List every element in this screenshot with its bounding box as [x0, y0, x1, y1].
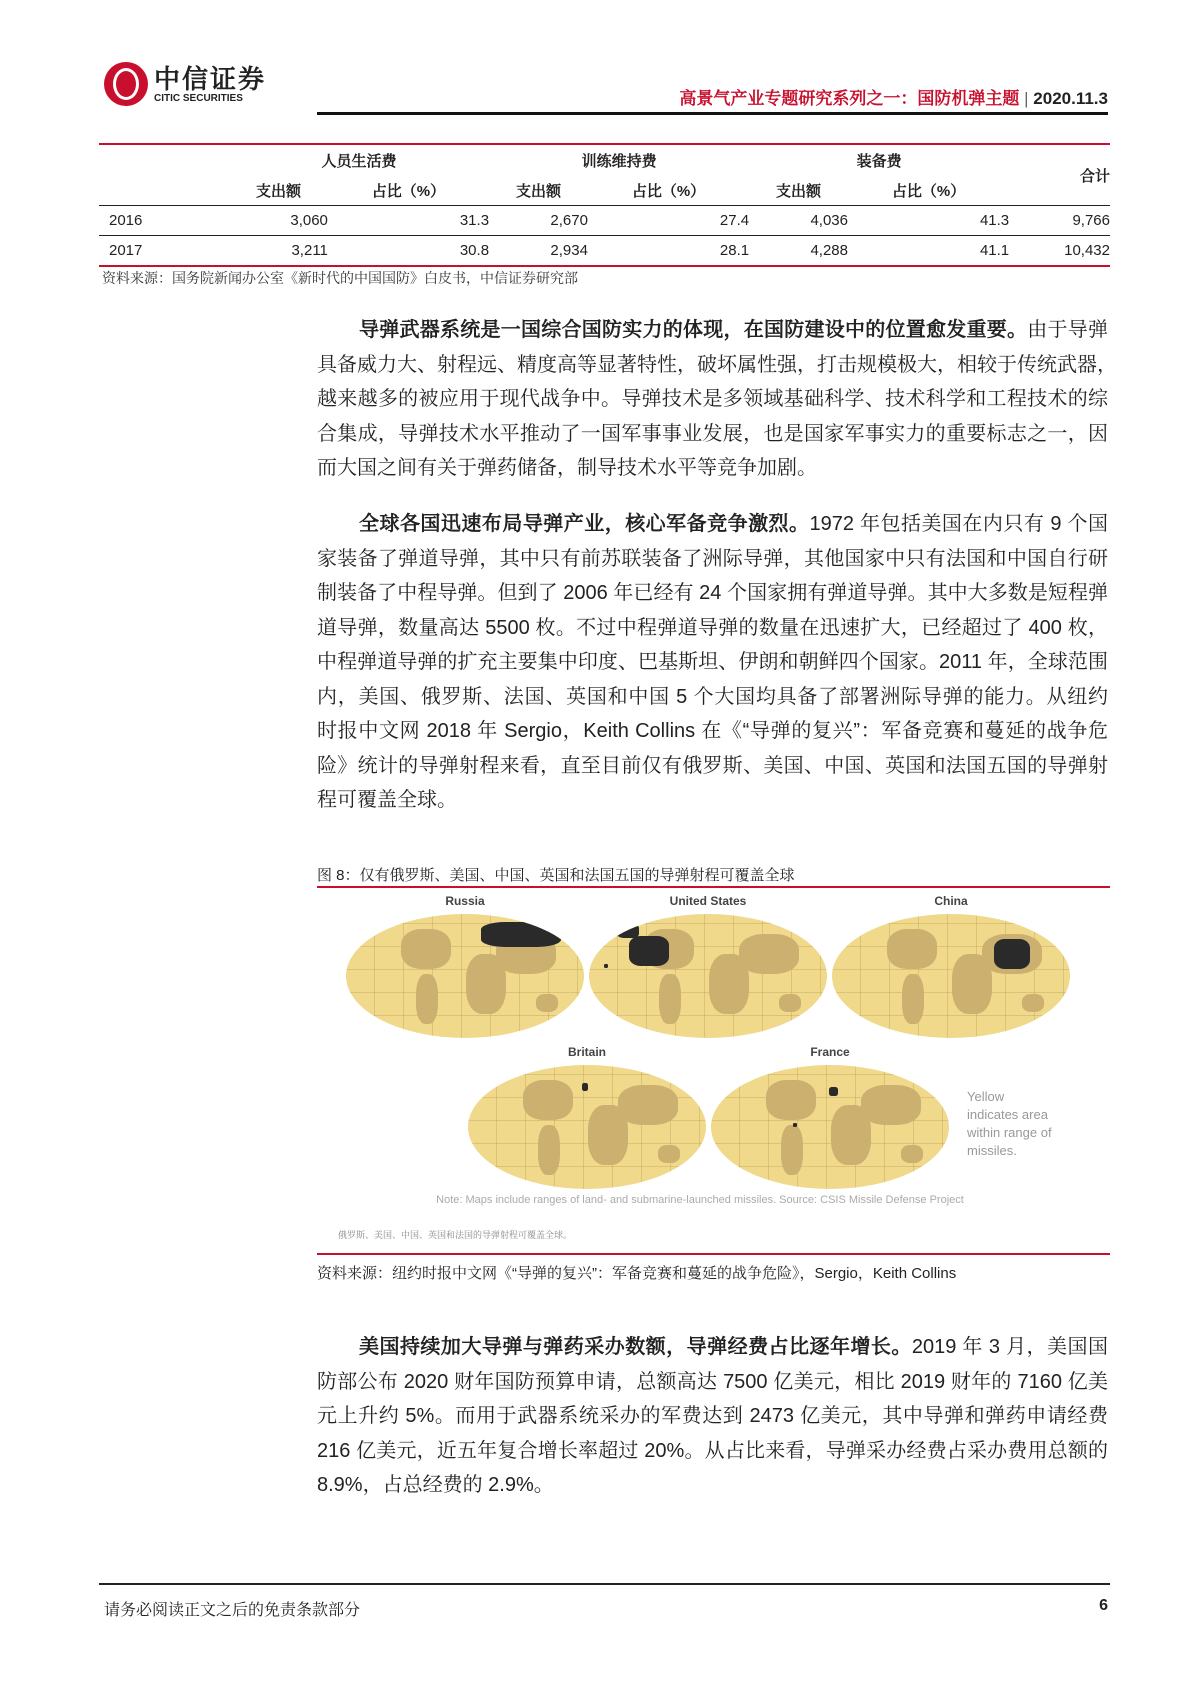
figure-source: 资料来源：纽约时报中文网《“导弹的复兴”：军备竞赛和蔓延的战争危险》，Sergio，Keith Collins — [317, 1265, 957, 1282]
year-cell: 2016 — [109, 212, 143, 229]
para-line: 中程弹道导弹的扩充主要集中印度、巴基斯坦、伊朗和朝鲜四个国家。2011 年，全球范围 — [317, 651, 1108, 673]
cell: 30.8 — [459, 242, 490, 259]
group-header: 人员生活费 — [321, 152, 397, 170]
report-title: 高景气产业专题研究系列之一：国防机弹主题 — [679, 89, 1020, 108]
paragraph-1 — [317, 313, 1117, 486]
paragraph-3 — [317, 1330, 1108, 1503]
figure-divider — [317, 886, 1110, 888]
map-france — [711, 1047, 949, 1171]
cell: 41.3 — [979, 212, 1010, 229]
map-russia — [346, 896, 584, 1020]
map-label: United States — [669, 894, 747, 908]
cell: 3,211 — [291, 242, 328, 259]
para-lead: 全球各国迅速布局导弹产业，核心军备竞争激烈。 — [359, 513, 810, 535]
world-map — [589, 914, 827, 1038]
total-header: 合计 — [1079, 167, 1110, 185]
total-cell: 9,766 — [1072, 212, 1110, 229]
citic-logo — [104, 62, 266, 106]
para-line: 家装备了弹道导弹，其中只有前苏联装备了洲际导弹，其他国家中只有法国和中国自行研 — [317, 547, 1108, 570]
para-line: 而大国之间有关于弹药储备，制导技术水平等竞争加剧。 — [317, 457, 817, 479]
map-label: Russia — [445, 894, 485, 908]
page-number: 6 — [1099, 1597, 1108, 1614]
map-china — [832, 896, 1070, 1020]
world-map — [711, 1065, 949, 1189]
cell: 3,060 — [290, 212, 328, 229]
para-line: 防部公布 2020 财年国防预算申请，总额高达 7500 亿美元，相比 2019 财年的 7160 亿美 — [317, 1370, 1108, 1393]
sub-header: 支出额 — [515, 182, 561, 200]
para-text: 2019 年 3 月，美国国 — [911, 1336, 1108, 1358]
para-line: 越来越多的被应用于现代战争中。导弹技术是多领域基础科学、技术科学和工程技术的综 — [317, 388, 1108, 410]
map-label: France — [810, 1045, 850, 1059]
sub-header: 支出额 — [255, 182, 301, 200]
legend-line: Yellow — [967, 1089, 1005, 1104]
cell: 28.1 — [719, 242, 750, 259]
country-china — [994, 939, 1030, 969]
year-cell: 2017 — [109, 242, 143, 259]
sub-header: 占比（%） — [891, 182, 966, 200]
cell: 2,670 — [550, 212, 588, 229]
cell: 2,934 — [550, 242, 588, 259]
para-line: 216 亿美元，近五年复合增长率超过 20%。从占比来看，导弹采办经费占采办费用总额的 — [317, 1439, 1108, 1462]
header-separator: | — [1024, 89, 1029, 108]
map-legend — [967, 1088, 1052, 1160]
map-label: Britain — [567, 1045, 606, 1059]
cell: 31.3 — [459, 212, 490, 229]
map-label: China — [934, 894, 968, 908]
report-header — [679, 84, 1108, 109]
citic-logo-icon — [104, 62, 148, 106]
footer-divider — [99, 1583, 1110, 1585]
country-britain — [582, 1083, 588, 1091]
cell: 41.1 — [979, 242, 1010, 259]
para-line: 时报中文网 2018 年 Sergio，Keith Collins 在《“导弹的复兴”：军备竞赛和蔓延的战争危 — [317, 720, 1108, 742]
para-lead: 导弹武器系统是一国综合国防实力的体现，在国防建设中的位置愈发重要。 — [359, 319, 1028, 341]
para-line: 内，美国、俄罗斯、法国、英国和中国 5 个大国均具备了部署洲际导弹的能力。从纽约 — [317, 685, 1108, 708]
para-line: 险》统计的导弹射程来看，直至目前仅有俄罗斯、美国、中国、英国和法国五国的导弹射 — [317, 754, 1108, 777]
sub-header: 占比（%） — [371, 182, 446, 200]
country-united-states — [629, 936, 669, 966]
para-line: 具备威力大、射程远、精度高等显著特性，破坏属性强，打击规模极大，相较于传统武器， — [317, 353, 1117, 376]
cell: 4,288 — [810, 242, 848, 259]
header-divider — [317, 112, 1108, 115]
para-line: 制装备了中程导弹。但到了 2006 年已经有 24 个国家拥有弹道导弹。其中大多数是短程弹 — [317, 582, 1108, 604]
report-date: 2020.11.3 — [1033, 89, 1108, 108]
group-header: 装备费 — [856, 152, 902, 170]
figure-caption: 图 8：仅有俄罗斯、美国、中国、英国和法国五国的导弹射程可覆盖全球 — [317, 867, 795, 884]
world-map — [832, 914, 1070, 1038]
total-cell: 10,432 — [1064, 242, 1110, 259]
legend-line: missiles. — [967, 1143, 1017, 1158]
sub-header: 支出额 — [776, 182, 822, 200]
para-lead: 美国持续加大导弹与弹药采办数额，导弹经费占比逐年增长。 — [359, 1336, 912, 1358]
world-map — [346, 914, 584, 1038]
para-line: 8.9%，占总经费的 2.9%。 — [317, 1474, 554, 1496]
map-subcaption: 俄罗斯、美国、中国、英国和法国的导弹射程可覆盖全球。 — [338, 1230, 573, 1240]
footer-disclaimer[interactable]: 请务必阅读正文之后的免责条款部分 — [104, 1602, 361, 1619]
sub-header: 占比（%） — [631, 182, 706, 200]
cell: 4,036 — [810, 212, 848, 229]
world-map — [468, 1065, 706, 1189]
para-text: 1972 年包括美国在内只有 9 个国 — [809, 513, 1108, 535]
table-source: 资料来源：国务院新闻办公室《新时代的中国国防》白皮书，中信证券研究部 — [102, 270, 578, 286]
table-row — [99, 206, 1110, 236]
para-line: 道导弹，数量高达 5500 枚。不过中程弹道导弹的数量在迅速扩大，已经超过了 400 枚， — [317, 616, 1108, 639]
logo-en: CITIC SECURITIES — [154, 92, 243, 104]
para-text: 由于导弹 — [1027, 319, 1108, 341]
para-line: 合集成，导弹技术水平推动了一国军事事业发展，也是国家军事实力的重要标志之一，因 — [317, 422, 1108, 445]
cell: 27.4 — [719, 212, 750, 229]
source-divider — [317, 1253, 1110, 1255]
country-russia — [481, 922, 561, 947]
map-britain — [468, 1047, 706, 1171]
paragraph-2 — [317, 507, 1108, 818]
map-united-states — [589, 896, 827, 1020]
country-france — [829, 1087, 838, 1096]
legend-line: indicates area — [967, 1107, 1048, 1122]
expense-table — [99, 143, 1110, 267]
group-header: 训练维持费 — [581, 152, 657, 170]
para-line: 元上升约 5%。而用于武器系统采办的军费达到 2473 亿美元，其中导弹和弹药申请经费 — [317, 1405, 1108, 1427]
legend-line: within range of — [967, 1125, 1052, 1140]
table-row — [99, 236, 1110, 267]
para-line: 程可覆盖全球。 — [317, 789, 457, 811]
map-note: Note: Maps include ranges of land- and submarine-launched missiles. Source: CSIS Missile Defense Project — [436, 1194, 964, 1206]
logo-cn: 中信证券 — [154, 63, 267, 94]
